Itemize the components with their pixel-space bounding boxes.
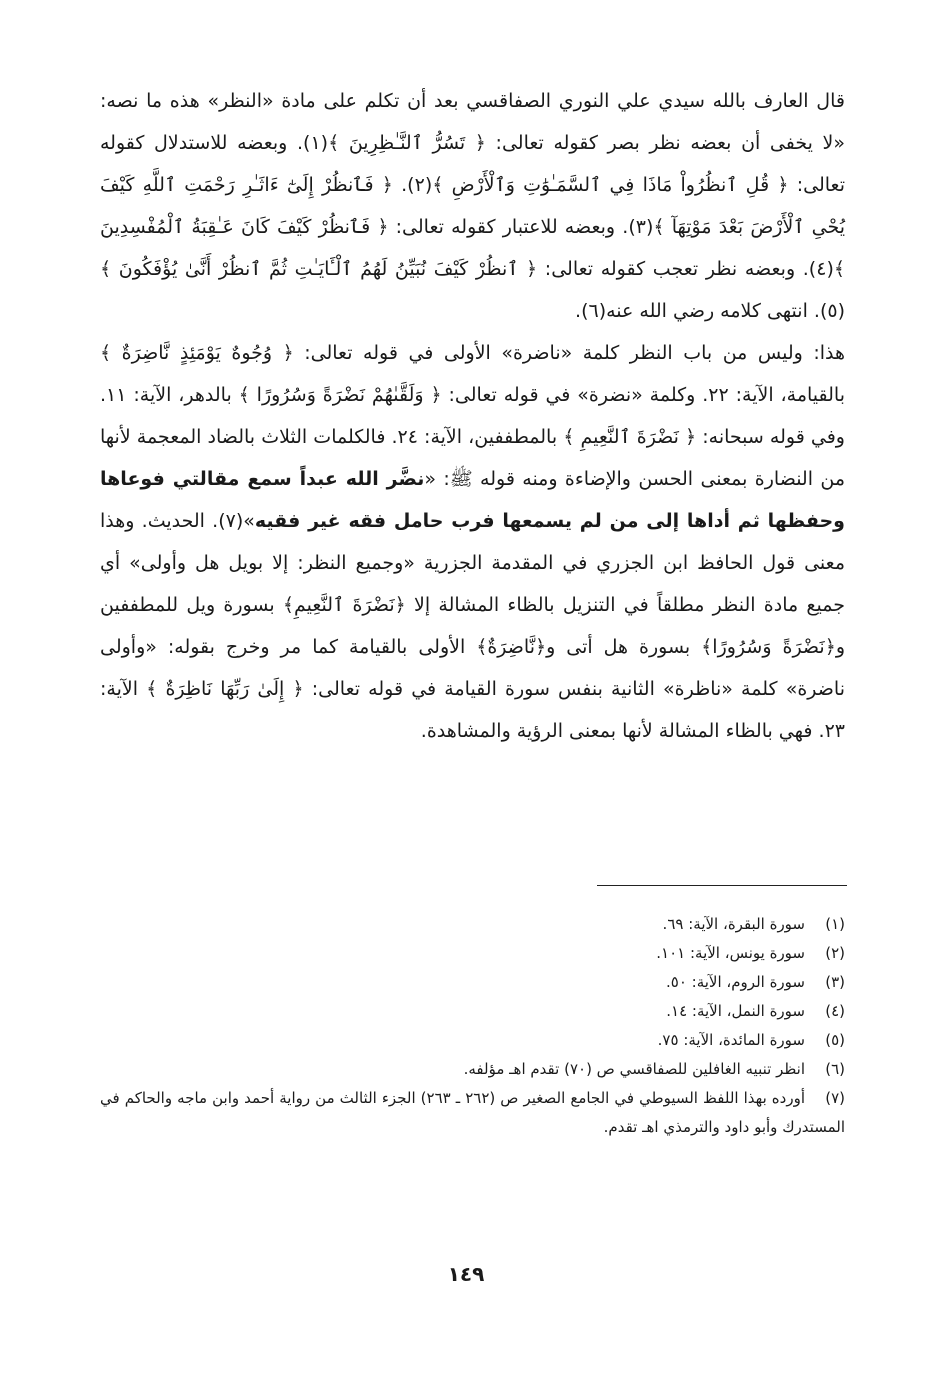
footnote-text: سورة يونس، الآية: ١٠١. [656, 944, 805, 962]
footnote-number: (٦) [825, 1060, 845, 1078]
footnote-4 [100, 997, 845, 1026]
footnote-6 [100, 1055, 845, 1084]
footnote-number: (٣) [825, 973, 845, 991]
footnote-text: سورة المائدة، الآية: ٧٥. [657, 1031, 805, 1049]
footnote-text: أورده بهذا اللفظ السيوطي في الجامع الصغير ص (٢٦٢ ـ ٢٦٣) الجزء الثالث من رواية أحمد وابن ماجه والحاكم في المستدرك وأبو داود والترمذي اهـ تقدم. [100, 1089, 845, 1136]
paragraph-2 [100, 332, 845, 752]
hadith-quote: نضَّر الله عبداً سمع مقالتي فوعاها وحفظها ثم أداها إلى من لم يسمعها فرب حامل فقه غير فقيه [100, 468, 845, 532]
footnote-7 [100, 1084, 845, 1142]
footnote-5 [100, 1026, 845, 1055]
footnote-1 [100, 910, 845, 939]
footnote-divider [597, 885, 847, 886]
paragraph-2-tail: »(٧). الحديث. وهذا معنى قول الحافظ ابن الجزري في المقدمة الجزرية «وجميع النظر: إلا بويل هل وأولى» أي جميع مادة النظر مطلقاً في التنزيل بالظاء المشالة إلا ﴿نَضْرَةَ ٱلنَّعِيمِ﴾ بسورة ويل للمطففين و﴿نَضْرَةً وَسُرُورًا﴾ بسورة هل أتى و﴿نَّاضِرَةٌ﴾ الأولى بالقيامة كما مر وخرج بقوله: «وأولى ناضرة» كلمة «ناظرة» الثانية بنفس سورة القيامة في قوله تعالى: ﴿ إِلَىٰ رَبِّهَا نَاظِرَةٌ ﴾ الآية: ٢٣. فهي بالظاء المشالة لأنها بمعنى الرؤية والمشاهدة. [100, 510, 845, 742]
footnotes-block [100, 910, 845, 1142]
footnote-text: سورة الروم، الآية: ٥٠. [665, 973, 805, 991]
footnote-3 [100, 968, 845, 997]
paragraph-1: قال العارف بالله سيدي علي النوري الصفاقسي بعد أن تكلم على مادة «النظر» هذه ما نصه: «لا يخفى أن بعضه نظر بصر كقوله تعالى: ﴿ تَسُرُّ ٱلنَّـٰظِرِينَ ﴾(١). وبعضه للاستدلال كقوله تعالى: ﴿ قُلِ ٱنظُرُواْ مَاذَا فِي ٱلسَّمَـٰوَٰتِ وَٱلْأَرْضِ ﴾(٢). ﴿ فَٱنظُرْ إِلَىٰٓ ءَاثَـٰرِ رَحْمَتِ ٱللَّهِ كَيْفَ يُحْىِ ٱلْأَرْضَ بَعْدَ مَوْتِهَآ ﴾(٣). وبعضه للاعتبار كقوله تعالى: ﴿ فَٱنظُرْ كَيْفَ كَانَ عَـٰقِبَةُ ٱلْمُفْسِدِينَ ﴾(٤). وبعضه نظر تعجب كقوله تعالى: ﴿ ٱنظُرْ كَيْفَ نُبَيِّنُ لَهُمُ ٱلْـَٔايَـٰتِ ثُمَّ ٱنظُرْ أَنَّىٰ يُؤْفَكُونَ ﴾(٥). انتهى كلامه رضي الله عنه(٦). [100, 90, 845, 322]
footnote-number: (٢) [825, 944, 845, 962]
main-text-block [100, 80, 845, 752]
footnote-number: (١) [825, 915, 845, 933]
paragraph-2-text: هذا: وليس من باب النظر كلمة «ناضرة» الأولى في قوله تعالى: ﴿ وُجُوهٌ يَوْمَئِذٍ نَّاضِرَةٌ ﴾ بالقيامة، الآية: ٢٢. وكلمة «نضرة» في قوله تعالى: ﴿ وَلَقَّىٰهُمْ نَضْرَةً وَسُرُورًا ﴾ بالدهر، الآية: ١١. وفي قوله سبحانه: ﴿ نَضْرَةَ ٱلنَّعِيمِ ﴾ بالمطففين، الآية: ٢٤. فالكلمات الثلاث بالضاد المعجمة لأنها من النضارة بمعنى الحسن والإضاءة ومنه قوله ﷺ: « [100, 342, 845, 490]
footnote-text: سورة البقرة، الآية: ٦٩. [662, 915, 805, 933]
footnote-number: (٥) [825, 1031, 845, 1049]
page-number: ١٤٩ [447, 1262, 485, 1286]
footnote-2 [100, 939, 845, 968]
footnote-text: انظر تنبيه الغافلين للصفاقسي ص (٧٠) تقدم اهـ مؤلفه. [463, 1060, 805, 1078]
footnote-number: (٧) [825, 1089, 845, 1107]
footnote-text: سورة النمل، الآية: ١٤. [666, 1002, 805, 1020]
footnote-number: (٤) [825, 1002, 845, 1020]
